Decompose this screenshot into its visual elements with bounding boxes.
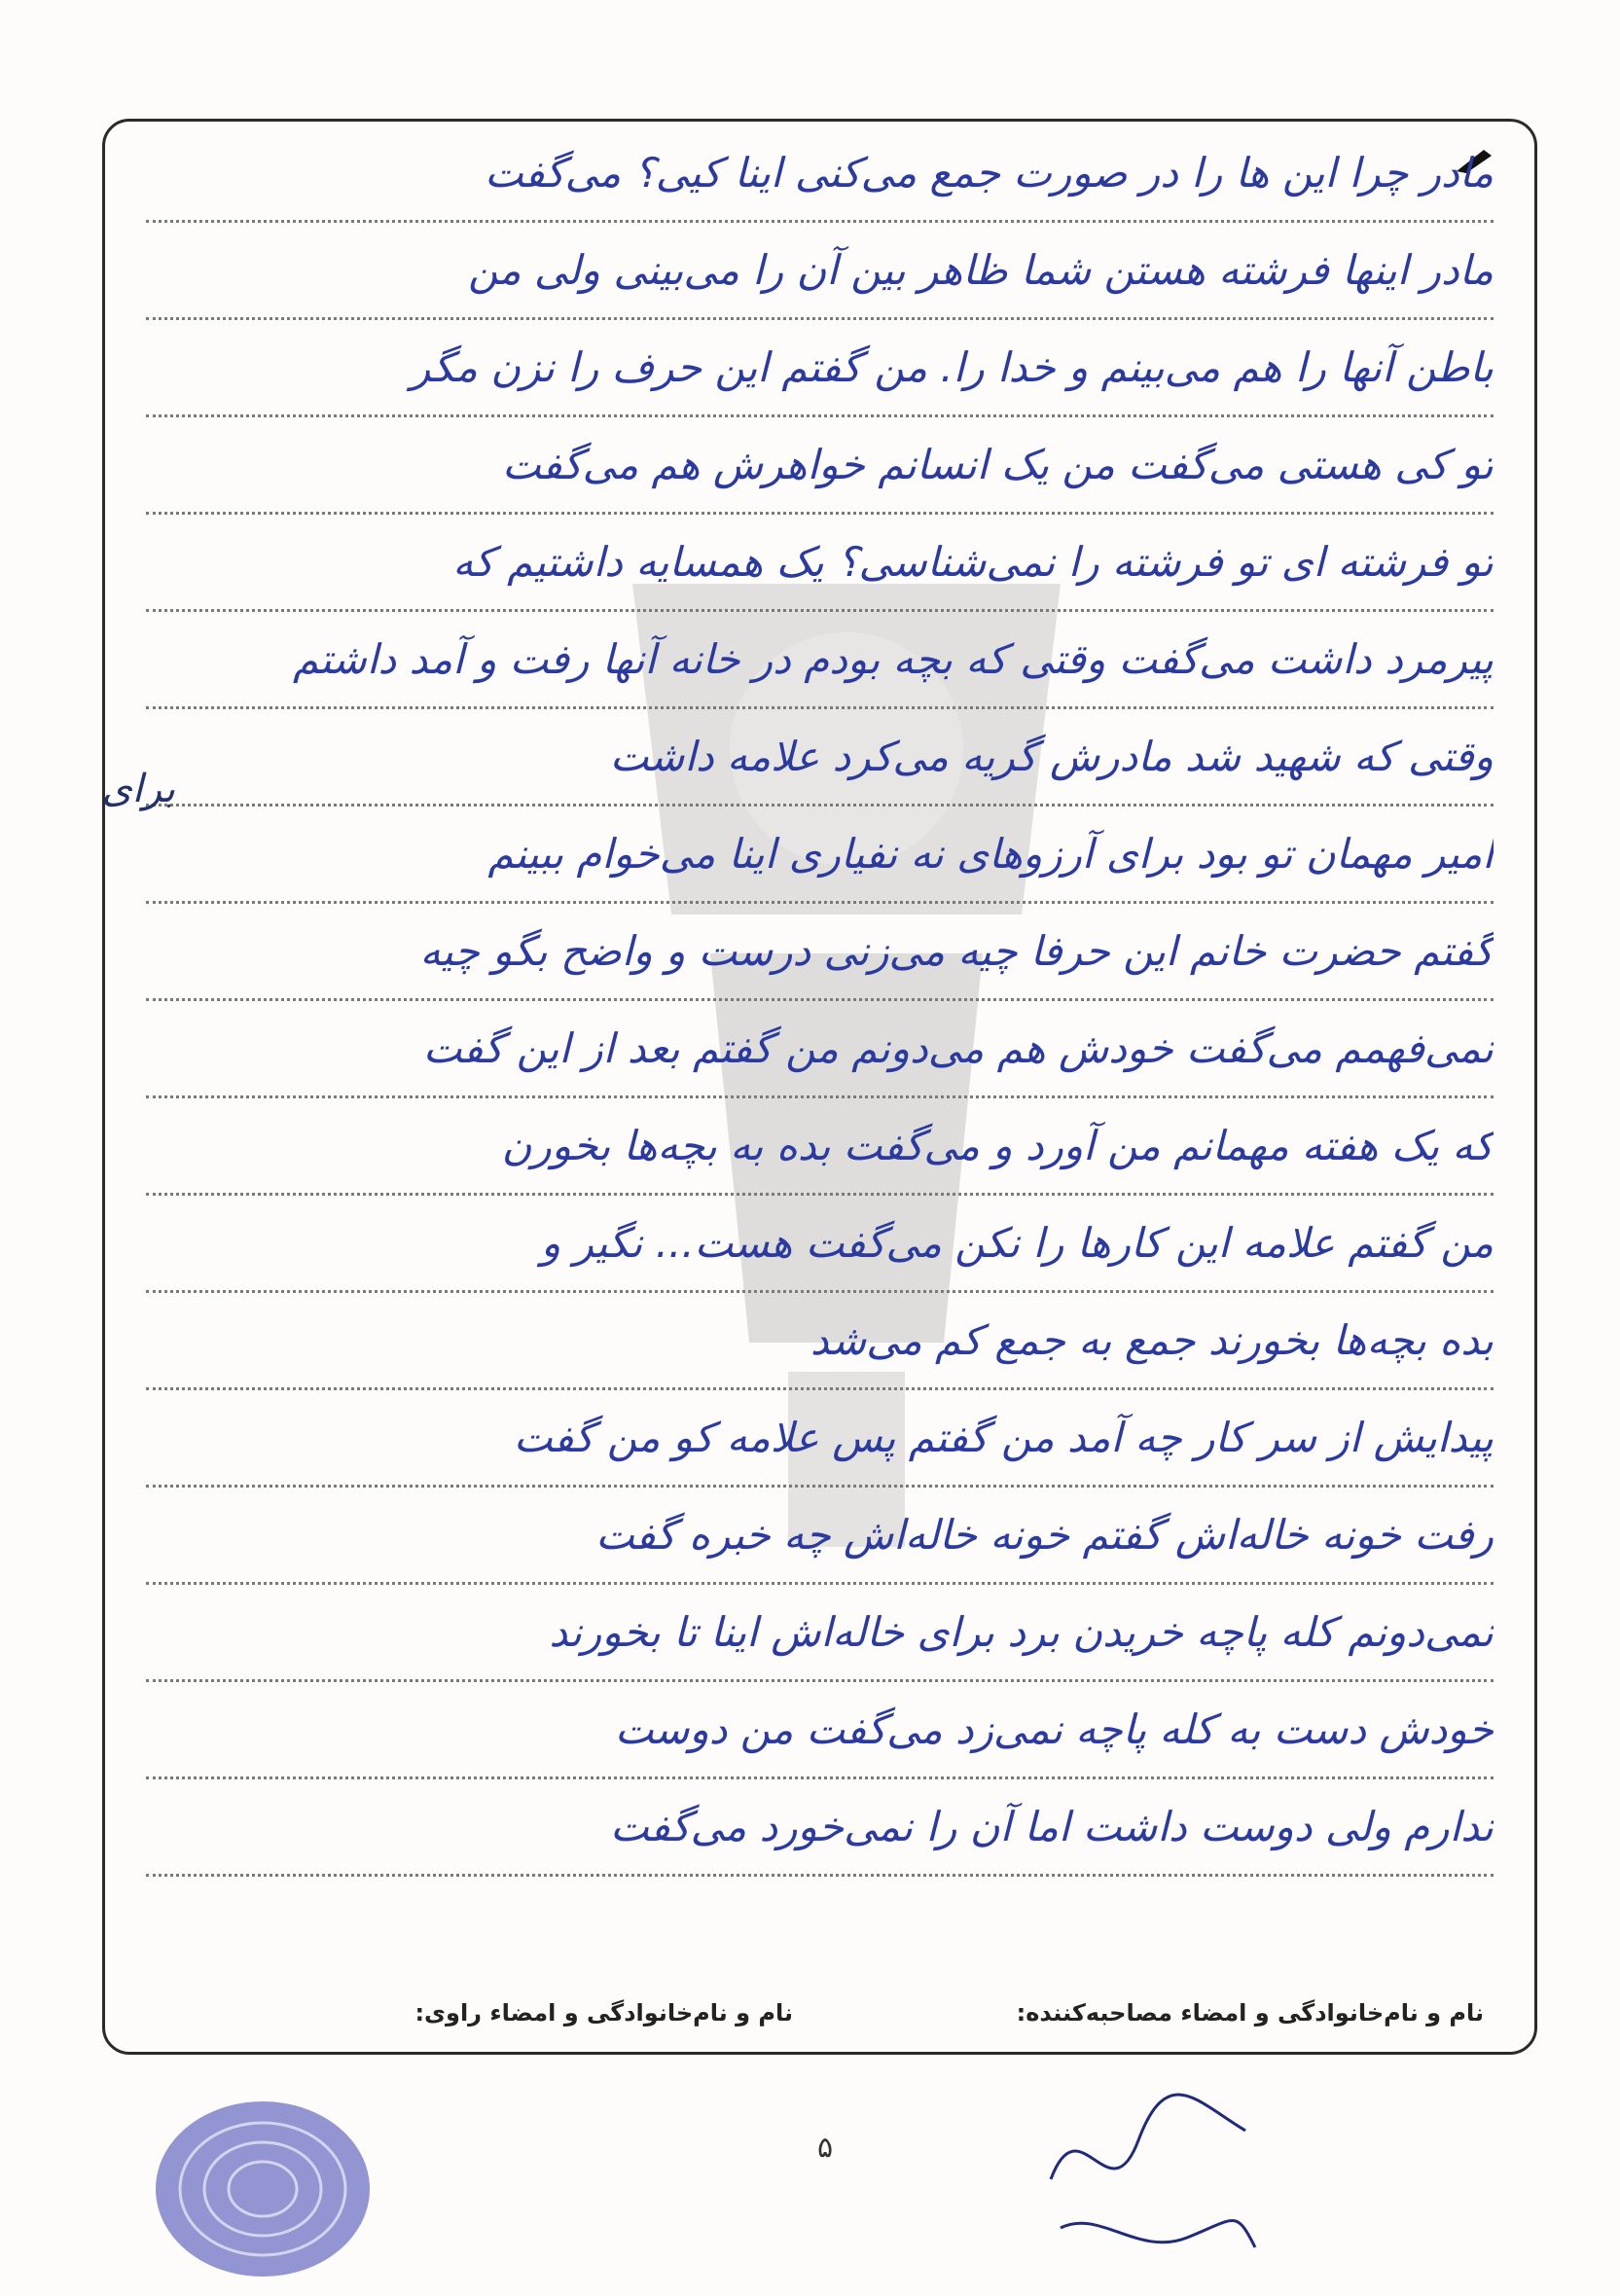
narrator-signature <box>1022 2063 1275 2286</box>
handwritten-line: امیر مهمان تو بود برای آرزوهای نه نفیاری اینا می‌خوام ببینم <box>146 807 1494 904</box>
margin-note: برای <box>101 767 175 811</box>
handwritten-line: که یک هفته مهمانم من آورد و می‌گفت بده به بچه‌ها بخورن <box>146 1099 1494 1196</box>
handwritten-line: باطن آنها را هم می‌بینم و خدا را. من گفتم این حرف را نزن مگر <box>146 321 1494 417</box>
handwritten-line: بده بچه‌ها بخورند جمع به جمع کم می‌شد <box>146 1294 1494 1390</box>
handwritten-body <box>146 126 1494 1994</box>
fingerprint-icon <box>146 2092 379 2286</box>
handwritten-line: تو کی هستی می‌گفت من یک انسانم خواهرش هم می‌گفت <box>146 418 1494 515</box>
handwritten-line: پیدایش از سر کار چه آمد من گفتم پس علامه کو من گفت <box>146 1391 1494 1488</box>
handwritten-line: خودش دست به کله پاچه نمی‌زد می‌گفت من دوست <box>146 1683 1494 1779</box>
handwritten-line: تو فرشته ای تو فرشته را نمی‌شناسی؟ یک همسایه داشتیم که <box>146 516 1494 612</box>
handwritten-line: نمی‌دونم کله پاچه خریدن برد برای خاله‌اش اینا تا بخورند <box>146 1586 1494 1682</box>
handwritten-line: مادر چرا این ها را در صورت جمع می‌کنی اینا کیی؟ می‌گفت <box>146 126 1494 223</box>
handwritten-line: مادر اینها فرشته هستن شما ظاهر بین آن را می‌بینی ولی من <box>146 224 1494 320</box>
handwritten-line: رفت خونه خاله‌اش گفتم خونه خاله‌اش چه خبره گفت <box>146 1489 1494 1585</box>
handwritten-line: من گفتم علامه این کارها را نکن می‌گفت هست... نگیر و <box>146 1197 1494 1293</box>
handwritten-line: وقتی که شهید شد مادرش گریه می‌کرد علامه داشت <box>146 710 1494 807</box>
handwritten-line: گفتم حضرت خانم این حرفا چیه می‌زنی درست و واضح بگو چیه <box>146 905 1494 1001</box>
handwritten-line: نمی‌فهمم می‌گفت خودش هم می‌دونم من گفتم بعد از این گفت <box>146 1002 1494 1098</box>
narrator-signature-label: نام و نام‌خانوادگی و امضاء راوی: <box>414 1999 793 2027</box>
interviewer-signature-label: نام و نام‌خانوادگی و امضاء مصاحبه‌کننده: <box>1016 1999 1484 2027</box>
page-number: ۵ <box>817 2131 834 2165</box>
handwritten-line: پیرمرد داشت می‌گفت وقتی که بچه بودم در خانه آنها رفت و آمد داشتم <box>146 613 1494 709</box>
handwritten-line: ندارم ولی دوست داشت اما آن را نمی‌خورد می‌گفت <box>146 1780 1494 1877</box>
